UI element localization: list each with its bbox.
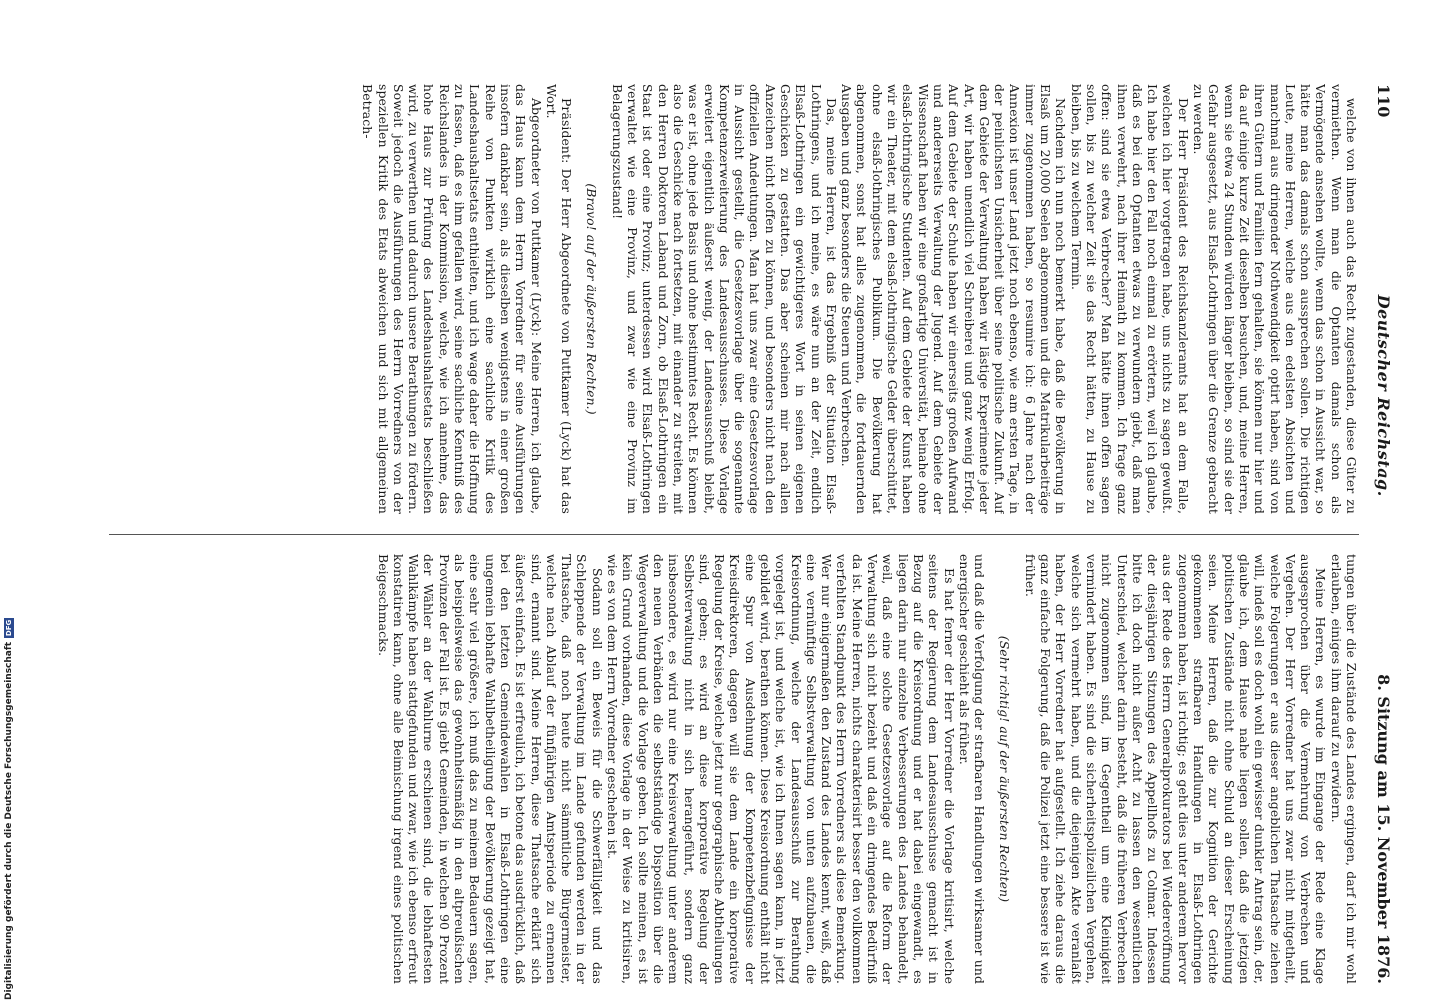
paragraph: tungen über die Zustände des Landes ergingen, darf ich mir wohl erlauben, einiges ihm darauf zu erwidern.	[1328, 554, 1359, 984]
paragraph: Abgeordneter von Puttkamer (Lyck): Meine Herren, ich glaube, das Haus kann dem Herrn Vorredner für seine Ausführungen insofern dankbar sein, als dieselben wenigstens in einer großen Reihe von Punkten wirklich eine sachliche Kritik des Landeshaushaltsetats enthielten, und ich wage daher die Hoffnung zu fassen, daß es ihm gefallen wird, seine sachliche Kenntniß des Reichslandes in der Kommission, welche, wie ich annehme, das hohe Haus zur Prüfung des Landeshaushaltsetats beschließen wird, zu verwerthen und dadurch unsere Berathungen zu fördern. Soweit jedoch die Ausführungen des Herrn Vorredners von der speziellen Kritik des Etats abweichen und sich mit allgemeinen Betrach-	[360, 84, 544, 514]
paragraph: Sodann soll ein Beweis für die Schwerfälligkeit und das Schleppende der Verwaltung im Lande gefunden werden in der Thatsache, daß noch heute nicht sämmtliche Bürgermeister, welche nach Ablauf der fünfjährigen Amtsperiode zu ernennen sind, ernannt sind. Meine Herren, diese Thatsache erklärt sich äußerst einfach. Es ist erfreulich, ich betone das ausdrücklich, daß bei den letzten Gemeindewahlen in Elsaß-Lothringen eine ungemein lebhafte Wahlbetheiligung der Bevölkerung gezeigt hat, eine sehr viel größere, ich muß das zu meinem Bedauern sagen, als beispielsweise das gewohnheitsmäßig in den altpreußischen Provinzen der Fall ist. Es giebt Gemeinden, in welchen 90 Prozent der Wähler an der Wahlurne erschienen sind, die lebhaftesten Wahlkämpfe haben stattgefunden und zwar, wie ich ebenso erfreut konstatiren kann, ohne alle Beimischung irgend eines politischen Beigeschmacks.	[375, 554, 605, 984]
column-divider	[109, 534, 1359, 535]
paragraph: Meine Herren, es wurde im Eingange der Rede eine Klage ausgesprochen über die Vermehrung von Verbrechen und Vergehen. Der Herr Vorredner hat uns zwar nicht mitgetheilt, welche Folgerungen er aus dieser angeblichen Thatsache ziehen will, indeß soll es doch wohl ein gewisser dunkler Antrag sein, der, glaube ich, dem Hause nahe liegen sollen, daß die jetzigen politischen Zustände nicht ohne Schuld an dieser Erscheinung seien. Meine Herren, daß die zur Kognition der Gerichte gekommenen strafbaren Handlungen in Elsaß-Lothringen zugenommen haben, ist richtig; es geht dies unter anderem hervor aus der Rede des Herrn Generalprokurators bei Wiedereröffnung der diesjährigen Sitzungen des Appellhofs zu Colmar. Indessen bitte ich doch nicht außer Acht zu lassen den wesentlichen Unterschied, welcher darin besteht, daß die früheren Verbrechen nicht zugenommen sind, im Gegentheil um eine Kleinigkeit vermindert haben. Es sind die sicherheitspolizeilichen Vergehen, welche sich vermehrt haben, und die diejenigen Akte veranlaßt haben, der Herr Vorredner hat aufgestellt. Ich ziehe daraus die ganz einfache Folgerung, daß die Polizei jetzt eine bessere ist wie früher.	[1022, 554, 1329, 984]
credit-text: Digitalisierung gefördert durch die Deutsche Forschungsgemeinschaft	[4, 641, 14, 1000]
page-header	[1369, 84, 1393, 984]
scanned-page	[103, 84, 1393, 984]
left-column	[109, 84, 1359, 514]
president-statement: Präsident: Der Herr Abgeordnete von Puttkamer (Lyck) hat das Wort.	[543, 84, 575, 514]
session-info: 8. Sitzung am 15. November 1876.	[1374, 674, 1393, 984]
paragraph: Es hat ferner der Herr Vorredner die Vorlage kritisirt, welche seitens der Regierung dem Landesausschusse gemacht ist in Bezug auf die Kreisordnung und er hat dabei eingewandt, es liegen darin nur einzelne Verbesserungen des Landes behandelt, weil, daß eine solche Gesetzesvorlage auf die Reform der Verwaltung sich nicht bezieht und daß ein dringendes Bedürfniß da ist. Meine Herren, nichts charakterisirt besser den vollkommen verfehlten Standpunkt des Herrn Vorredners als diese Bemerkung. Wer nur einigermaßen den Zustand des Landes kennt, weiß, daß eine vernünftige Selbstverwaltung von unten aufzubauen, die Kreisordnung, welche der Landesausschuß zur Berathung vorgelegt ist, und welche ist, wie ich Ihnen sagen kann, in jetzt gebildet wird, berathen können. Diese Kreisordnung enthält nicht eine Spur von Ausdehnung der Kompetenzbefugnisse der Kreisdirektoren, dagegen will sie dem Lande ein korporative Regelung der Kreise, welche jetzt nur geographische Abtheilungen sind, geben; es wird an diese korporative Regelung der Selbstverwaltung nicht in sich herangeführt, sondern ganz insbesondere, es wird nur eine Kreisverwaltung unter anderem den neuen Verbänden die selbstständige Disposition über die Wegeverwaltung und die Vorlage geben. Ich sollte meinen, es ist kein Grund vorhanden, diese Vorlage in der Weise zu kritisiren, wie es von dem Herrn Vorredner geschehen ist.	[605, 554, 957, 984]
right-column	[109, 554, 1359, 984]
applause-note: (Bravo! auf der äußersten Rechten.)	[584, 183, 600, 415]
paragraph: und daß die Verfolgung der strafbaren Handlungen wirksamer und energischer geschieht als früher.	[956, 554, 988, 984]
publication-title: Deutscher Reichstag.	[1374, 294, 1393, 497]
interjection-note: (Sehr richtig! auf der äußersten Rechten)	[997, 635, 1013, 903]
paragraph: Das, meine Herren, ist das Ergebniß der Situation Elsaß-Lothringens, und ich meine, es wäre nun an der Zeit, endlich Elsaß-Lothringen ein gewichtigeres Wort in seinen eigenen Geschicken zu gestatten. Das aber scheinen mir nach allen Anzeichen nicht hoffen zu können, und besonders nicht nach den offiziellen Andeutungen. Man hat uns zwar eine Gesetzesvorlage in Aussicht gestellt, die Gesetzesvorlage über die sogenannte Kompetenzerweiterung des Landesausschusses. Diese Vorlage erweitert eigentlich äußerst wenig, der Landesausschuß bleibt, was er ist, ohne jede Basis und ohne bestimmtes Recht. Es können also die Geschicke nach fortsetzen, mit einander zu streiten, mit den Herren Doktoren Laband und Zorn, ob Elsaß-Lothringen ein Staat ist oder eine Provinz; unterdessen wird Elsaß-Lothringen verwaltet wie eine Provinz, und zwar wie eine Provinz im Belagerungszustand!	[609, 84, 839, 514]
paragraph: Nachdem ich nun noch bemerkt habe, daß die Bevölkerung in Elsaß um 20,000 Seelen abgenommen und die Matrikularbeiträge immer zugenommen haben, so resumire ich: 6 Jahre nach der Annexion ist unser Land jetzt noch ebenso, wie am ersten Tage, in der peinlichsten Unsicherheit über seine politische Zukunft. Auf dem Gebiete der Verwaltung haben wir lästige Experimente jeder Art, wir haben unendlich viel Schreiberei und ganz wenig Erfolg. Auf dem Gebiete der Schule haben wir einerseits großen Aufwand und andererseits Verwaltung der Jugend. Auf dem Gebiete der Wissenschaft haben wir eine großartige Universität, beinahe ohne elsaß-lothringische Studenten. Auf dem Gebiete der Kunst haben wir ein Theater, mit dem elsaß-lothringische Gelder überschüttet, ohne elsaß-lothringisches Publikum. Die Bevölkerung hat abgenommen, sonst hat alles zugenommen, die fortdauernden Ausgaben und ganz besonders die Steuern und Verbrechen.	[839, 84, 1069, 514]
digitization-credit	[2, 605, 16, 1000]
dfg-logo: DFG	[5, 619, 13, 637]
paragraph: welche von ihnen auch das Recht zugestanden, diese Güter zu vermiethen. Wenn man die Optanten damals schon als Vermögende ansehen wollte, wenn das schon in Aussicht war, so hätte man das damals schon aussprechen sollen. Die richtigen Leute, meine Herren, welche aus den edelsten Absichten und manchmal aus dringender Nothwendigkeit optirt haben, sind von ihren Gütern und Familien fern gehalten, sie können nur hier und da auf einige kurze Zeit dieselben besuchen, und, meine Herren, wenn sie etwa 24 Stunden würden länger bleiben, so sind sie der Gefahr ausgesetzt, aus Elsaß-Lothringen über die Grenze gebracht zu werden.	[1191, 84, 1359, 514]
paragraph: Der Herr Präsident des Reichskanzleramts hat an dem Falle, welchen ich hier vorgetragen habe, uns nichts zu sagen gewußt. Ich habe hier den Fall noch einmal zu erörtern, weil ich glaube, daß es bei den Optanten etwas zu verwundern giebt, daß man ihnen verwehrt, nach ihrer Heimath zu kommen. Ich frage ganz offen: sind sie etwa Verbrecher? Man hätte ihnen offen sagen sollen, bis zu welcher Zeit sie das Recht hätten, zu Hause zu bleiben, bis zu welchem Termin.	[1068, 84, 1191, 514]
page-number: 110	[1374, 84, 1393, 118]
